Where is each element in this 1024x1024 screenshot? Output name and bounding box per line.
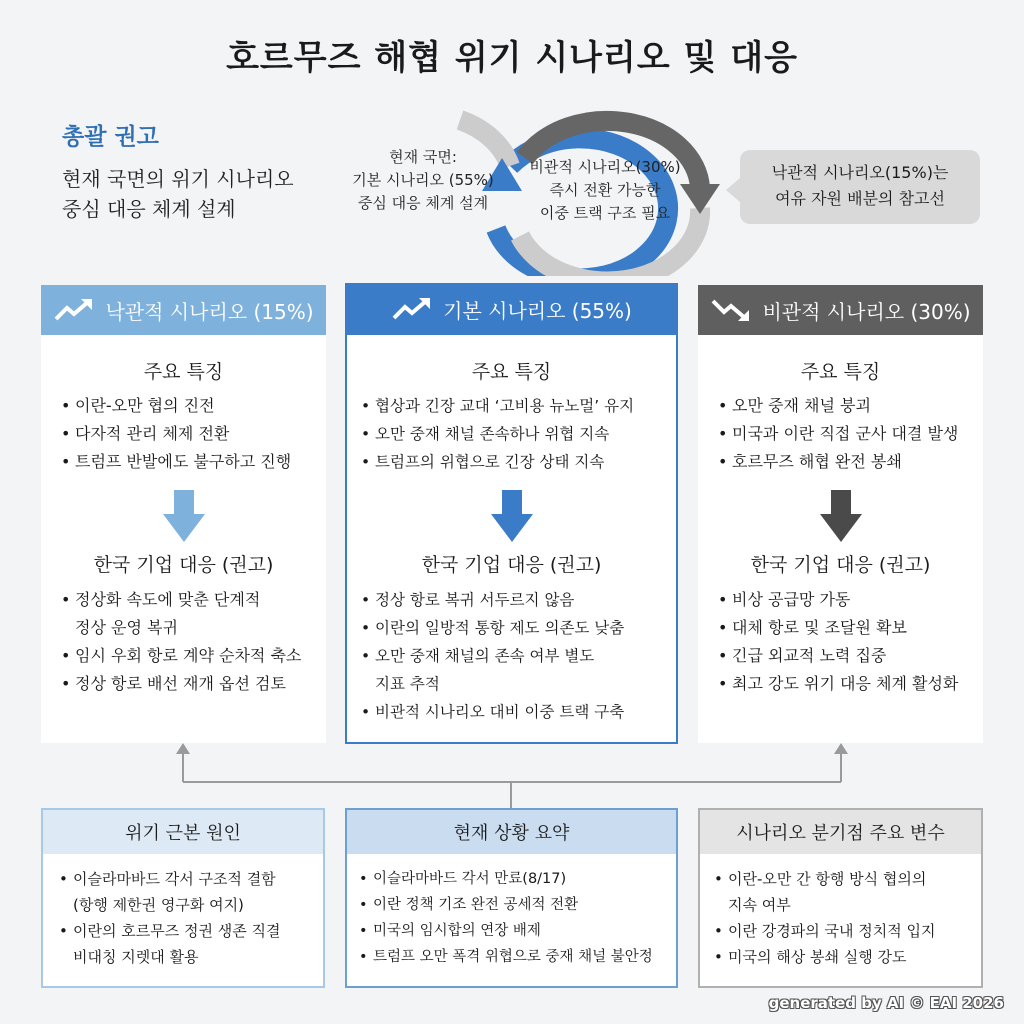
recommendation-heading: 총괄 권고 (62, 124, 159, 150)
list-item: • 트럼프 반발에도 불구하고 진행 (59, 448, 291, 476)
list-item: • 트럼프의 위협으로 긴장 상태 지속 (359, 448, 634, 476)
list-item: • 이슬라마바드 각서 만료(8/17) (357, 866, 653, 892)
pessimistic-scenario-card (698, 285, 983, 743)
list-item-continuation: (항행 제한권 영구화 여지) (73, 896, 244, 914)
list-item: • 트럼프 오만 폭격 위협으로 중재 채널 불안정 (357, 944, 653, 970)
list-item: • 이슬라마바드 각서 구조적 결함 (57, 866, 280, 892)
list-item: • 정상 항로 배선 재개 옵션 검토 (59, 670, 301, 698)
list-item: • 오만 중재 채널 존속하나 위협 지속 (359, 420, 634, 448)
features-list (716, 392, 958, 476)
page-title: 호르무즈 해협 위기 시나리오 및 대응 (226, 38, 798, 78)
response-list (359, 586, 624, 726)
base-scenario-card (345, 283, 678, 744)
features-title: 주요 특징 (143, 361, 224, 383)
list-item: • 임시 우회 항로 계약 순차적 축소 (59, 642, 301, 670)
callout-notch (726, 178, 740, 202)
response-list (716, 586, 958, 698)
list-item: • 오만 중재 채널의 존속 여부 별도 (359, 642, 624, 670)
recommendation-line: 중심 대응 체계 설계 (62, 197, 236, 221)
optimistic-note-text: 낙관적 시나리오(15%)는 여유 자원 배분의 참고선 (771, 163, 949, 208)
branch-variables-title: 시나리오 분기점 주요 변수 (700, 810, 981, 854)
list-item: • 이란-오만 협의 진전 (59, 392, 291, 420)
base-scenario-title: 기본 시나리오 (55%) (443, 298, 632, 323)
connector-lines (0, 740, 1024, 810)
list-item: • 이란 정책 기조 완전 공세적 전환 (357, 892, 653, 918)
down-arrow-icon (163, 490, 205, 542)
recommendation-line: 현재 국면의 위기 시나리오 (62, 167, 294, 191)
response-title: 한국 기업 대응 (권고) (750, 554, 931, 576)
list-item: • 호르무즈 해협 완전 봉쇄 (716, 448, 958, 476)
list-item: • 이란 강경파의 국내 정치적 입지 (712, 918, 935, 944)
current-summary-box (345, 808, 678, 988)
list-item-continuation: 지표 추적 (375, 675, 440, 693)
branch-variables-list (712, 866, 935, 970)
down-arrow-icon (820, 490, 862, 542)
list-item: • 긴급 외교적 노력 집중 (716, 642, 958, 670)
root-cause-title: 위기 근본 원인 (43, 810, 323, 854)
list-item: • 이란-오만 간 항행 방식 협의의 (712, 866, 935, 892)
branch-variables-box (698, 808, 983, 988)
trend-up-icon (391, 296, 433, 322)
list-item: • 최고 강도 위기 대응 체계 활성화 (716, 670, 958, 698)
trend-down-icon (710, 297, 752, 323)
list-item: • 이란의 호르무즈 정권 생존 직결 (57, 918, 280, 944)
current-summary-list (357, 866, 653, 970)
root-cause-box (41, 808, 325, 988)
cycle-current-text: 현재 국면: 기본 시나리오 (55%) 중심 대응 체계 설계 (352, 148, 494, 212)
watermark-text: generated by AI © EAI 2026 (768, 994, 1004, 1012)
list-item: • 정상 항로 복귀 서두르지 않음 (359, 586, 624, 614)
list-item: • 정상화 속도에 맞춘 단계적 (59, 586, 301, 614)
pessimistic-scenario-title: 비관적 시나리오 (30%) (762, 299, 971, 324)
response-title: 한국 기업 대응 (권고) (93, 554, 274, 576)
features-title: 주요 특징 (471, 361, 552, 383)
up-arrow-icon (176, 743, 190, 754)
root-cause-list (57, 866, 280, 970)
list-item: • 미국의 해상 봉쇄 실행 강도 (712, 944, 935, 970)
down-arrow-icon (491, 490, 533, 542)
response-list (59, 586, 301, 698)
list-item: • 다자적 관리 체제 전환 (59, 420, 291, 448)
list-item: • 미국의 임시합의 연장 배제 (357, 918, 653, 944)
list-item: • 협상과 긴장 교대 ‘고비용 뉴노멀’ 유지 (359, 392, 634, 420)
features-title: 주요 특징 (800, 361, 881, 383)
list-item: • 이란의 일방적 통항 제도 의존도 낮춤 (359, 614, 624, 642)
list-item: • 비관적 시나리오 대비 이중 트랙 구축 (359, 698, 624, 726)
optimistic-scenario-title: 낙관적 시나리오 (15%) (105, 299, 314, 324)
features-list (359, 392, 634, 476)
features-list (59, 392, 291, 476)
list-item: • 오만 중재 채널 붕괴 (716, 392, 958, 420)
response-title: 한국 기업 대응 (권고) (421, 554, 602, 576)
list-item: • 비상 공급망 가동 (716, 586, 958, 614)
trend-up-icon (53, 297, 95, 323)
optimistic-scenario-card (41, 285, 326, 743)
list-item-continuation: 지속 여부 (728, 896, 791, 914)
cycle-pessimistic-text: 비관적 시나리오(30%) 즉시 전환 가능한 이중 트랙 구조 필요 (529, 158, 681, 222)
current-summary-title: 현재 상황 요약 (347, 810, 676, 854)
list-item-continuation: 비대칭 지렛대 활용 (73, 948, 199, 966)
list-item: • 미국과 이란 직접 군사 대결 발생 (716, 420, 958, 448)
pessimistic-scenario-header (698, 285, 983, 335)
optimistic-scenario-header (41, 285, 326, 335)
base-scenario-header (345, 283, 678, 335)
up-arrow-icon (834, 743, 848, 754)
list-item: • 대체 항로 및 조달원 확보 (716, 614, 958, 642)
list-item-continuation: 정상 운영 복귀 (75, 618, 178, 637)
